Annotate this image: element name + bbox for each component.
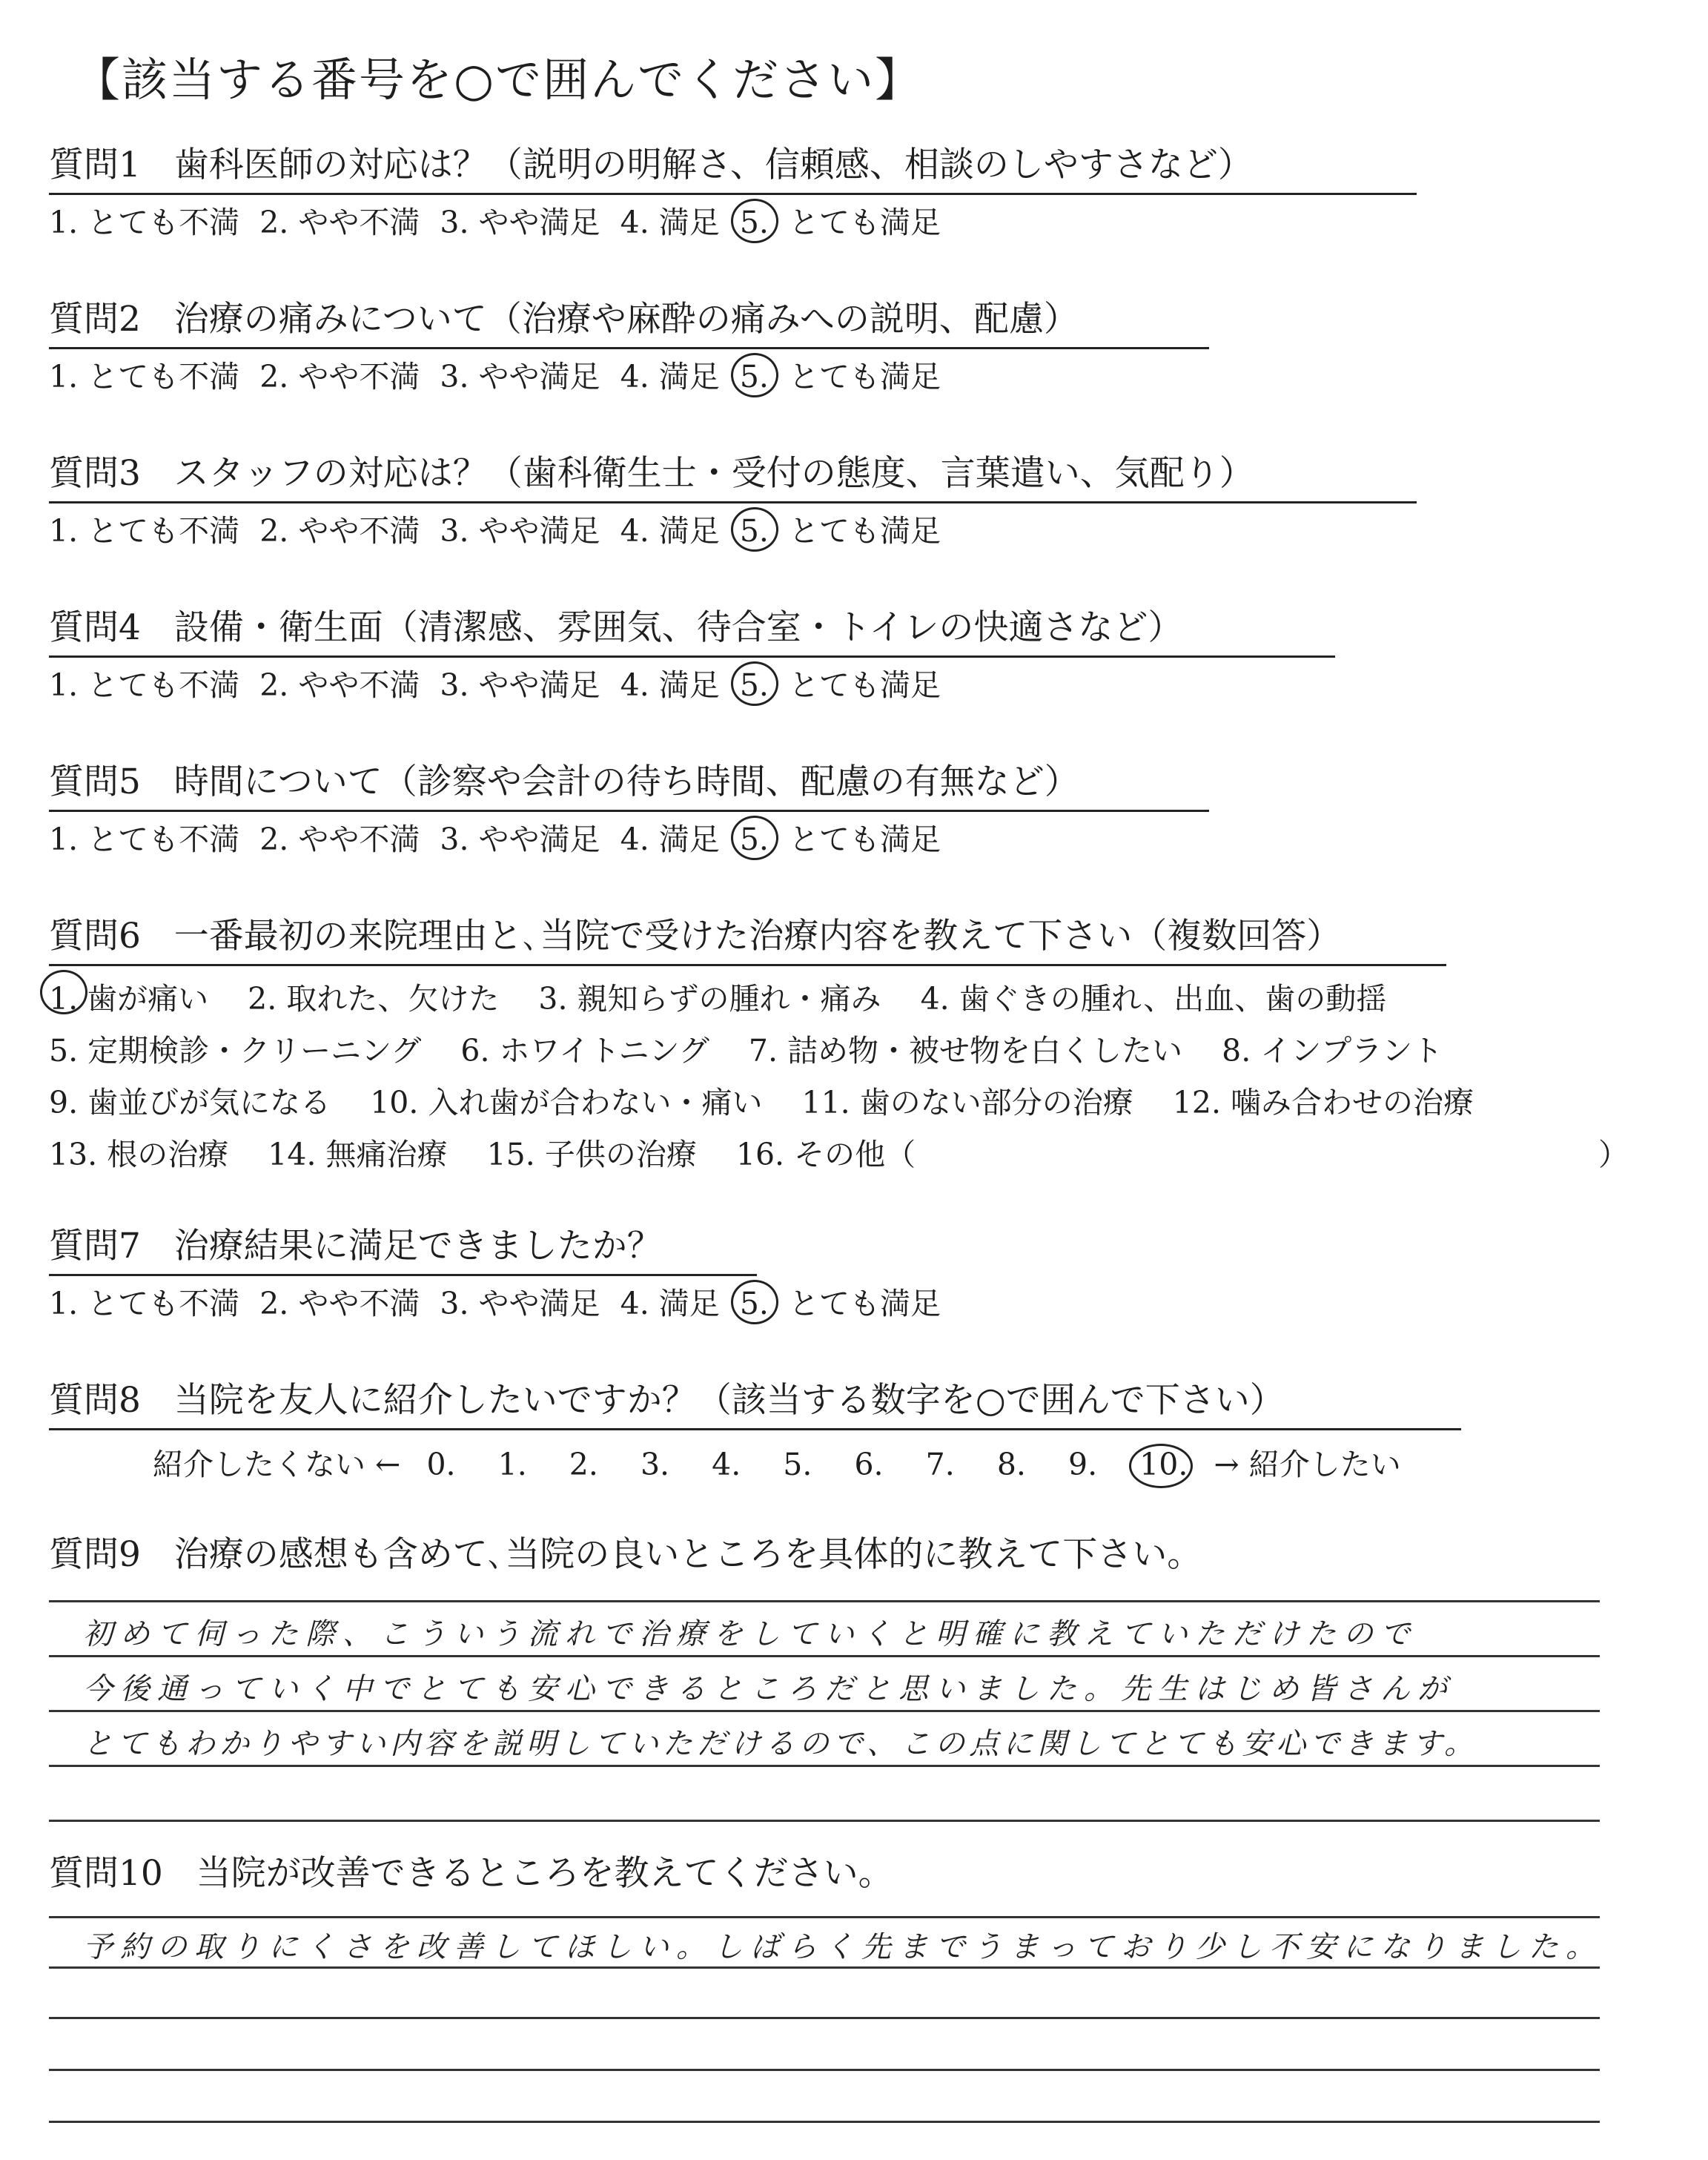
option-8[interactable]: 8. インプラント [1222, 1033, 1443, 1069]
answer-rule [49, 1710, 1600, 1712]
option-3[interactable]: 3. 親知らずの腫れ・痛み [538, 981, 881, 1017]
option-5-label: とても満足 [788, 822, 941, 857]
answer-rule [49, 2121, 1600, 2123]
answer-rule [49, 1966, 1600, 1969]
scale-0[interactable]: 0. [426, 1447, 456, 1482]
question-8-scale [153, 1440, 1401, 1484]
question-4-options [49, 664, 951, 706]
option-3[interactable]: 3. やや満足 [440, 359, 600, 394]
handwritten-answer-line: 予約の取りにくさを改善してほしい。しばらく先までうまっており少し不安になりました。 [83, 1930, 1603, 1964]
selection-circle [731, 816, 778, 860]
scale-right-label: → 紹介したい [1214, 1447, 1401, 1482]
answer-rule [49, 1655, 1600, 1657]
question-text: 治療の感想も含めて､当院の良いところを具体的に教えて下さい。 [173, 1534, 1202, 1575]
option-4[interactable]: 4. 歯ぐきの腫れ、出血、歯の動揺 [920, 981, 1387, 1017]
question-text: 設備・衛生面（清潔感、雰囲気、待合室・トイレの快適さなど） [173, 607, 1183, 648]
question-3-options [49, 510, 951, 552]
scale-4[interactable]: 4. [712, 1447, 741, 1482]
question-label: 質問10 [49, 1853, 163, 1894]
option-5-label: とても満足 [788, 667, 941, 703]
option-2[interactable]: 2. やや不満 [259, 667, 420, 703]
question-label: 質問4 [49, 607, 141, 648]
option-9[interactable]: 9. 歯並びが気になる [49, 1085, 331, 1120]
scale-7[interactable]: 7. [925, 1447, 955, 1482]
answer-rule [49, 2069, 1600, 2071]
option-12[interactable]: 12. 噛み合わせの治療 [1172, 1085, 1474, 1120]
selection-circle [731, 507, 778, 552]
option-1[interactable]: 1. とても不満 [49, 513, 240, 549]
option-5-label: とても満足 [788, 1286, 941, 1321]
handwritten-answer-line: 初めて伺った際、こういう流れで治療をしていくと明確に教えていただけたので [83, 1617, 1417, 1651]
answer-rule [49, 1820, 1600, 1822]
option-5-circled[interactable]: 5. [740, 202, 769, 243]
question-2-options [49, 356, 951, 397]
question-text: 時間について（診察や会計の待ち時間、配慮の有無など） [173, 762, 1079, 802]
option-16[interactable]: 16. その他（ [735, 1137, 916, 1172]
question-text: スタッフの対応は？（歯科衛生士・受付の態度、言葉遣い、気配り） [173, 453, 1254, 494]
option-2[interactable]: 2. やや不満 [259, 822, 420, 857]
scale-8[interactable]: 8. [996, 1447, 1026, 1482]
question-label: 質問8 [49, 1380, 141, 1421]
option-15[interactable]: 15. 子供の治療 [486, 1137, 697, 1172]
scale-10-circled[interactable]: 10. [1139, 1447, 1188, 1482]
question-label: 質問1 [49, 145, 141, 185]
option-row [49, 973, 1416, 1025]
option-2[interactable]: 2. 取れた、欠けた [248, 981, 500, 1017]
answer-rule [49, 1765, 1600, 1767]
option-4[interactable]: 4. 満足 [620, 822, 720, 857]
question-text: 治療の痛みについて（治療や麻酔の痛みへの説明、配慮） [173, 299, 1079, 340]
option-2[interactable]: 2. やや不満 [259, 513, 420, 549]
selection-circle [731, 1280, 778, 1324]
question-text: 治療結果に満足できましたか？ [173, 1226, 662, 1266]
question-6-title [49, 914, 1446, 966]
other-close-paren: ） [1598, 1137, 1629, 1172]
option-5-circled[interactable]: 5. [740, 356, 769, 397]
question-1-title [49, 142, 1417, 195]
question-5-options [49, 819, 951, 860]
question-4-title [49, 605, 1335, 658]
option-2[interactable]: 2. やや不満 [259, 205, 420, 240]
scale-1[interactable]: 1. [497, 1447, 527, 1482]
question-2-title [49, 297, 1209, 349]
option-5[interactable]: 5. 定期検診・クリーニング [49, 1033, 422, 1069]
question-label: 質問6 [49, 916, 141, 957]
option-4[interactable]: 4. 満足 [620, 205, 720, 240]
handwritten-answer-line: とてもわかりやすい内容を説明していただけるので、この点に関してとても安心できます。 [83, 1727, 1478, 1761]
selection-circle [731, 353, 778, 397]
option-1-label: 歯が痛い [87, 981, 209, 1017]
option-3[interactable]: 3. やや満足 [440, 1286, 600, 1321]
option-5-label: とても満足 [788, 205, 941, 240]
option-10[interactable]: 10. 入れ歯が合わない・痛い [370, 1085, 763, 1120]
option-1[interactable]: 1. とても不満 [49, 1286, 240, 1321]
option-2[interactable]: 2. やや不満 [259, 1286, 420, 1321]
question-label: 質問9 [49, 1534, 141, 1575]
selection-circle [40, 970, 87, 1014]
scale-2[interactable]: 2. [569, 1447, 598, 1482]
question-label: 質問3 [49, 453, 141, 494]
option-5-circled[interactable]: 5. [740, 1283, 769, 1324]
page-heading: 【該当する番号を○で囲んでください】 [74, 53, 923, 107]
question-label: 質問2 [49, 299, 141, 340]
option-5-label: とても満足 [788, 359, 941, 394]
option-1[interactable]: 1. とても不満 [49, 822, 240, 857]
option-14[interactable]: 14. 無痛治療 [268, 1137, 448, 1172]
question-7-title [49, 1223, 757, 1276]
option-3[interactable]: 3. やや満足 [440, 513, 600, 549]
question-3-title [49, 451, 1417, 503]
option-13[interactable]: 13. 根の治療 [49, 1137, 229, 1172]
option-row [49, 1025, 1472, 1077]
scale-6[interactable]: 6. [854, 1447, 884, 1482]
option-1[interactable]: 1. とても不満 [49, 205, 240, 240]
selection-circle [731, 199, 778, 243]
question-1-options [49, 202, 951, 243]
option-3[interactable]: 3. やや満足 [440, 822, 600, 857]
option-5-circled[interactable]: 5. [740, 819, 769, 860]
scale-left-label: 紹介したくない ← [153, 1447, 401, 1482]
question-label: 質問5 [49, 762, 141, 802]
question-7-options [49, 1283, 951, 1324]
question-text: 当院を友人に紹介したいですか？（該当する数字を○で囲んで下さい） [173, 1380, 1285, 1421]
scale-5[interactable]: 5. [783, 1447, 812, 1482]
question-text: 当院が改善できるところを教えてください。 [196, 1853, 893, 1894]
option-1-circled[interactable]: 1. [49, 973, 78, 1025]
option-2[interactable]: 2. やや不満 [259, 359, 420, 394]
answer-rule [49, 2017, 1600, 2019]
scale-9[interactable]: 9. [1068, 1447, 1098, 1482]
option-4[interactable]: 4. 満足 [620, 513, 720, 549]
answer-rule [49, 1600, 1600, 1602]
option-1[interactable]: 1. とても不満 [49, 359, 240, 394]
handwritten-answer-line: 今後通っていく中でとても安心できるところだと思いました。先生はじめ皆さんが [83, 1672, 1454, 1706]
question-8-title [49, 1378, 1461, 1430]
question-5-title [49, 759, 1209, 812]
option-3[interactable]: 3. やや満足 [440, 205, 600, 240]
option-7[interactable]: 7. 詰め物・被せ物を白くしたい [748, 1033, 1183, 1069]
question-text: 歯科医師の対応は？（説明の明解さ、信頼感、相談のしやすさなど） [173, 145, 1253, 185]
option-4[interactable]: 4. 満足 [620, 1286, 720, 1321]
selection-circle [731, 661, 778, 706]
selection-circle [1129, 1444, 1193, 1488]
answer-rule [49, 1916, 1600, 1918]
option-5-label: とても満足 [788, 513, 941, 549]
scale-3[interactable]: 3. [640, 1447, 670, 1482]
option-11[interactable]: 11. 歯のない部分の治療 [801, 1085, 1133, 1120]
question-10-title [49, 1851, 893, 1897]
option-6[interactable]: 6. ホワイトニング [460, 1033, 709, 1069]
option-row [49, 1077, 1503, 1129]
option-4[interactable]: 4. 満足 [620, 667, 720, 703]
question-label: 質問7 [49, 1226, 141, 1266]
option-4[interactable]: 4. 満足 [620, 359, 720, 394]
question-6-options [49, 973, 1650, 1195]
option-5-circled[interactable]: 5. [740, 510, 769, 552]
question-9-title [49, 1532, 1202, 1578]
option-5-circled[interactable]: 5. [740, 664, 769, 706]
option-3[interactable]: 3. やや満足 [440, 667, 600, 703]
option-1[interactable]: 1. とても不満 [49, 667, 240, 703]
question-text: 一番最初の来院理由と､当院で受けた治療内容を教えて下さい（複数回答） [173, 916, 1342, 957]
option-row [49, 1129, 945, 1180]
